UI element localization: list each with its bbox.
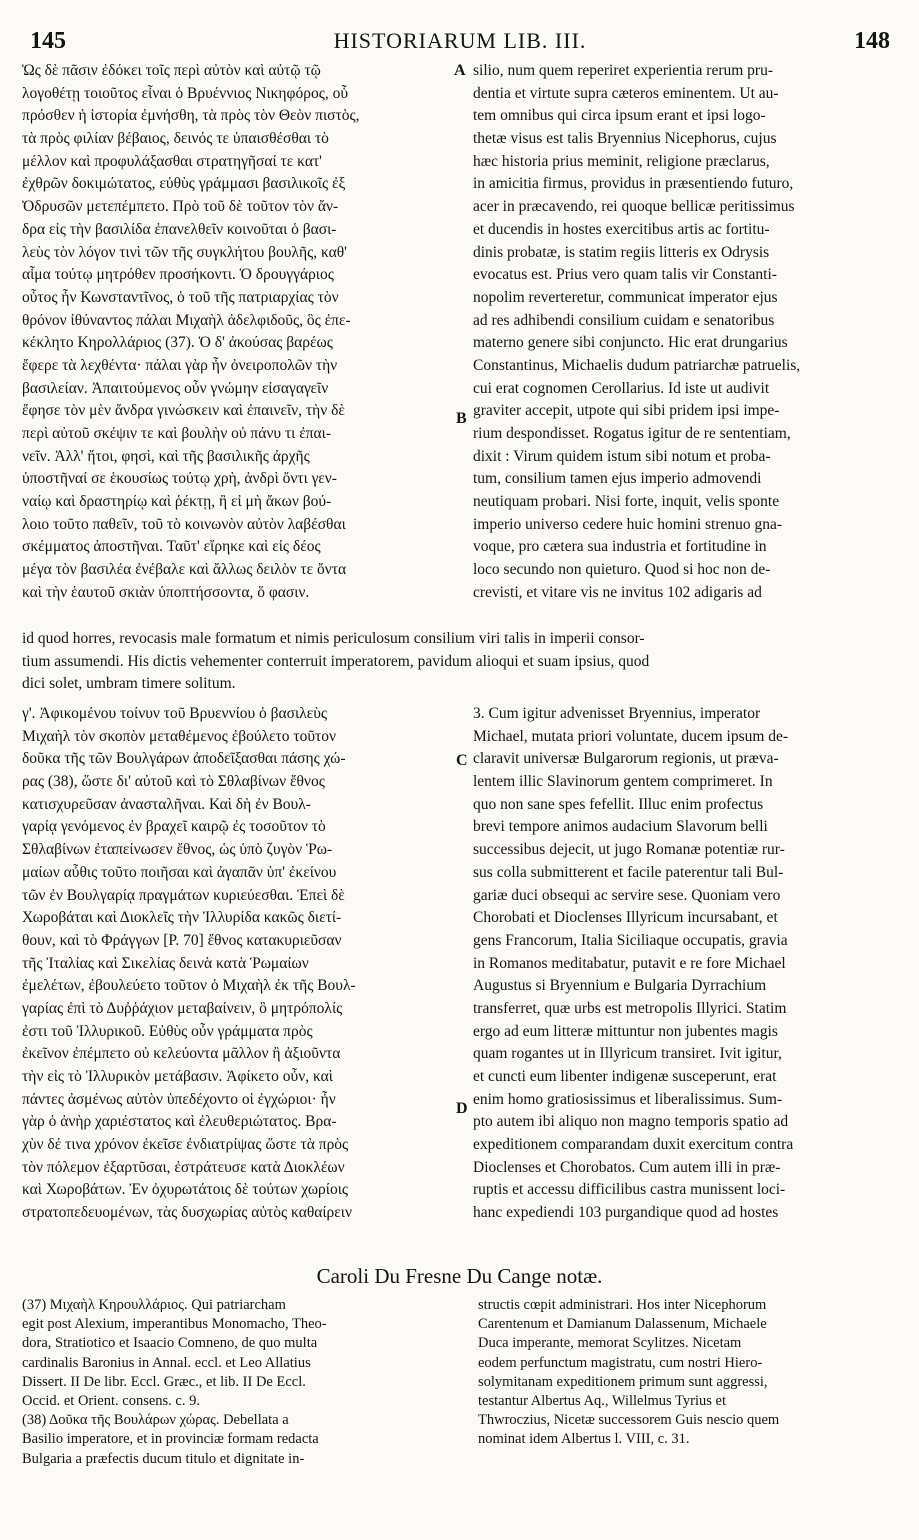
text-line: silio, num quem reperiret experientia rerum pru- (473, 62, 773, 79)
text-line: dentia et virtute supra cæteros eminentem. Ut au- (473, 84, 779, 102)
text-line: Dissert. II De libr. Eccl. Græc., et lib. II De Eccl. (22, 1373, 306, 1390)
text-line: γαρίᾳ γενόμενος ἐν βραχεῖ καιρῷ ἐς τοσοῦτον τὸ (22, 818, 326, 836)
text-line: imperio universo cedere huic homini strenuo gna- (473, 515, 783, 533)
text-line: ἐκεῖνον ἐπέμπετο οὐ κελεύοντα μᾶλλον ἢ ἀξιοῦντα (22, 1045, 341, 1063)
notes-left-column (22, 1296, 452, 1469)
text-line: Bulgaria a præfectis ducum titulo et dignitate in- (22, 1450, 305, 1467)
text-line: sus colla submitterent et facile paterentur tali Bul- (473, 863, 784, 881)
text-line: gariæ duci obsequi ac servire sese. Quoniam vero (473, 886, 781, 904)
margin-marker-a: A (454, 62, 466, 79)
text-line: ἐχθρῶν δοκιμώτατος, εὐθὺς γράμμασι βασιλικοῖς ἐξ (22, 175, 346, 193)
text-line: 3. Cum igitur advenisset Bryennius, imperator (473, 705, 761, 722)
notes-right-column (478, 1296, 888, 1450)
text-line: τὴν εἰς τὸ Ἰλλυρικὸν μετάβασιν. Ἀφίκετο οὖν, καὶ (22, 1068, 333, 1085)
margin-marker-c: C (456, 752, 468, 769)
text-line: ad res adhibendi consilium cuidam e senatoribus (473, 311, 775, 329)
text-line: οὗτος ἦν Κωνσταντῖνος, ὁ τοῦ τῆς πατριαρχίας τὸν (22, 288, 339, 306)
text-line: in Romanos meditabatur, putavit e re fore Michael (473, 954, 786, 972)
text-line: egit post Alexium, imperantibus Monomacho, Theo- (22, 1316, 327, 1333)
text-line: lentem illic Slavinorum gentem comprimeret. In (473, 773, 773, 791)
text-line: id quod horres, revocasis male formatum et nimis periculosum consilium viri talis in imperii consor- (22, 630, 645, 647)
text-line: in amicitia firmus, providus in præsentiendo futuro, (473, 175, 794, 193)
text-line: Augustus si Bryennium e Bulgaria Dyrrachium (473, 977, 767, 995)
text-line: γ'. Ἀφικομένου τοίνυν τοῦ Βρυεννίου ὁ βασιλεὺς (22, 705, 328, 722)
text-line: κέκλητο Κηρολλάριος (37). Ὁ δ' ἀκούσας βαρέως (22, 334, 333, 352)
text-line: (37) Μιχαὴλ Κηρουλλάριος. Qui patriarcham (22, 1297, 286, 1313)
running-header (30, 28, 890, 58)
text-line: graviter accepit, utpote qui sibi pridem ipsi impe- (473, 402, 780, 420)
text-line: et cuncti eum libenter indigenæ susceperunt, erat (473, 1068, 777, 1085)
text-line: nominat idem Albertus l. VIII, c. 31. (478, 1431, 690, 1448)
text-line: acer in præcavendo, rei quoque bellicæ peritissimus (473, 198, 795, 216)
text-line: Constantinus, Michaelis dudum patriarchæ patruelis, (473, 356, 801, 374)
text-line: γαρίας ἐπὶ τὸ Δυῤῥάχιον μεταβαίνειν, ὃ μητρόπολίς (22, 999, 343, 1017)
text-line: τῆς Ἰταλίας καὶ Σικελίας δεινὰ κατὰ Ῥωμαίων (22, 954, 309, 972)
text-line: nopolim reverteretur, communicat imperator ejus (473, 288, 778, 306)
text-line: Occid. et Orient. consens. c. 9. (22, 1392, 200, 1409)
text-line: ὑποστῆναί σε ἑκουσίως τούτῳ χρὴ, ἀνδρὶ ὄντι γεν- (22, 470, 337, 488)
page-number-left: 145 (30, 28, 66, 54)
text-line: ρας (38), ὥστε δι' αὐτοῦ καὶ τὸ Σθλαβίνων ἔθνος (22, 773, 325, 791)
text-line: ergo ad eum litteræ mittuntur non jubentes magis (473, 1022, 778, 1040)
margin-marker-d: D (456, 1100, 468, 1117)
text-line: solymitanam expeditionem primum sunt aggressi, (478, 1373, 768, 1390)
text-line: σκέμματος ἀποστῆναι. Ταῦτ' εἴρηκε καὶ εἰς δέος (22, 538, 321, 556)
text-line: thetæ visus est talis Bryennius Nicephorus, cujus (473, 130, 777, 148)
text-line: κατισχυρεῦσαν ἀνασταλῆναι. Καὶ δὴ ἐν Βουλ- (22, 795, 311, 813)
text-line: et ducendis in hostes exercitibus artis ac fortitu- (473, 220, 770, 238)
text-line: Thwroczius, Nicetæ successorem Guis nescio quem (478, 1412, 780, 1429)
greek-column-section2 (22, 703, 452, 1225)
text-line: Ὀδρυσῶν μετεπέμπετο. Πρὸ τοῦ δὲ τοῦτον τὸν ἄν- (22, 198, 339, 216)
text-line: gens Francorum, Italia Siciliaque occupatis, gravia (473, 931, 788, 949)
text-line: hæc historia prius meminit, religione præclarus, (473, 152, 770, 170)
text-line: hanc expediendi 103 purgandique quod ad hostes (473, 1204, 779, 1222)
text-line: λογοθέτῃ τοιοῦτος εἶναι ὁ Βρυέννιος Νικηφόρος, οὗ (22, 84, 349, 102)
text-line: γὰρ ὁ ἀνὴρ χαριέστατος καὶ ἐλευθεριώτατος. Βρα- (22, 1113, 337, 1131)
text-line: Μιχαὴλ τὸν σκοπὸν μεταθέμενος ἐβούλετο τοῦτον (22, 727, 337, 745)
latin-column-section2 (473, 703, 887, 1225)
text-line: quo non sane spes fefellit. Illuc enim profectus (473, 795, 764, 813)
text-line: καὶ τὴν ἑαυτοῦ σκιὰν ὑποπτήσσοντα, ὅ φασιν. (22, 583, 310, 601)
text-line: τὰ πρὸς φιλίαν βέβαιος, δεινός τε ὑπαισθέσθαι τὸ (22, 130, 329, 148)
text-line: ἐμελέτων, ἐβουλεύετο τοῦτον ὁ Μιχαὴλ ἐκ τῆς Βουλ- (22, 977, 356, 995)
text-line: μέλλον καὶ προφυλάξασθαι στρατηγῆσαί τε κατ' (22, 152, 322, 170)
text-line: καὶ Χωροβάτων. Ἐν ὀχυρωτάτοις δὲ τούτων χωρίοις (22, 1181, 349, 1199)
text-line: λεὺς τὸν λόγον τινὶ τῶν τῆς συγκλήτου βουλῆς, καθ' (22, 243, 347, 261)
text-line: πρόσθεν ἡ ἱστορία ἐμνήσθη, τὰ πρὸς τὸν Θεὸν πιστὸς, (22, 107, 360, 125)
text-line: ἐστι τοῦ Ἰλλυρικοῦ. Εὐθὺς οὖν γράμματα πρὸς (22, 1022, 313, 1040)
text-line: Basilio imperatore, et in provinciæ formam redacta (22, 1431, 319, 1448)
text-line: Χωροβάται καὶ Διοκλεῖς τὴν Ἰλλυρίδα κακῶς διετί- (22, 909, 342, 927)
text-line: τὸν πόλεμον ἐξαρτῦσαι, ἐστράτευσε κατὰ Διοκλέων (22, 1158, 345, 1176)
full-width-paragraph (22, 628, 888, 696)
running-title: HISTORIARUM LIB. III. (333, 28, 587, 53)
greek-column-section1 (22, 60, 452, 605)
page-number-right: 148 (854, 28, 890, 54)
text-line: λοιο τοῦτο παθεῖν, τοῦ τὸ κοινωνὸν αὐτὸν λαβέσθαι (22, 515, 346, 533)
text-line: ναίῳ καὶ δραστηρίῳ καὶ ῥέκτῃ, ἢ εἰ μὴ ἄκων βού- (22, 493, 332, 511)
text-line: δρα εἰς τὴν βασιλίδα ἐπανελθεῖν κοινοῦται ὁ βασι- (22, 220, 337, 238)
text-line: brevi tempore animos audacium Slavorum belli (473, 818, 768, 836)
text-line: tem omnibus qui circa ipsum erant et ipsi logo- (473, 107, 766, 125)
text-line: (38) Δοῦκα τῆς Βουλάρων χώρας. Debellata a (22, 1412, 289, 1429)
text-line: Ὡς δὲ πᾶσιν ἐδόκει τοῖς περὶ αὐτὸν καὶ αὐτῷ τῷ (22, 62, 321, 79)
text-line: dici solet, umbram timere solitum. (22, 675, 236, 693)
text-line: dixit : Virum quidem istum sibi notum et proba- (473, 447, 771, 465)
text-line: ruptis et accessu difficilibus castra munissent loci- (473, 1181, 786, 1199)
text-line: τῶν ἐν Βουλγαρίᾳ πραγμάτων κυριεύεσθαι. Ἐπεὶ δὲ (22, 886, 345, 904)
text-line: evocatus est. Prius vero quam talis vir Constanti- (473, 266, 777, 284)
text-line: μέγα τὸν βασιλέα ἐνέβαλε καὶ ἄλλως δειλὸν τε ὄντα (22, 561, 347, 579)
text-line: rium despondisset. Rogatus igitur de re sententiam, (473, 425, 791, 442)
text-line: θρόνον ἰθύναντος πάλαι Μιχαὴλ ἀδελφιδοῦς, ὃς ἐπε- (22, 311, 351, 329)
text-line: quam rogantes ut in Illyricum transiret. Ivit igitur, (473, 1045, 782, 1063)
latin-column-section1 (473, 60, 887, 605)
text-line: successibus dejecit, ut jugo Romanæ potentiæ rur- (473, 841, 785, 859)
text-line: eodem perfunctum magistratu, cum nostri Hiero- (478, 1354, 763, 1371)
text-line: ἔφησε τὸν μὲν ἄνδρα γινώσκειν καὶ ἐπαινεῖν, τὴν δὲ (22, 402, 345, 420)
text-line: dora, Stratiotico et Isaacio Comneno, de quo multa (22, 1335, 318, 1352)
text-line: structis cœpit administrari. Hos inter Nicephorum (478, 1297, 767, 1313)
text-line: δοῦκα τῆς τῶν Βουλγάρων ἀποδεῖξασθαι πάσης χώ- (22, 750, 346, 768)
text-line: Dioclenses et Chorobatos. Cum autem illi in præ- (473, 1158, 781, 1176)
text-line: materno genere sibi conjuncto. Hic erat drungarius (473, 334, 788, 352)
text-line: transferret, quæ urbs est metropolis Illyrici. Statim (473, 999, 787, 1017)
text-line: ἔφερε τὰ λεχθέντα· πάλαι γὰρ ἦν ὀνειροπολῶν τὴν (22, 356, 338, 374)
text-line: Σθλαβίνων ἐταπείνωσεν ἔθνος, ὡς ὑπὸ ζυγὸν Ῥω- (22, 841, 333, 859)
text-line: claravit universæ Bulgarorum regionis, ut præva- (473, 750, 779, 768)
text-line: testantur Albertus Aq., Willelmus Tyrius et (478, 1392, 726, 1409)
text-line: μαίων αὖθις τοῦτο ποιῆσαι καὶ ἀγαπᾶν ὑπ' ἐκείνου (22, 863, 337, 881)
text-line: voque, pro cætera sua industria et fortitudine in (473, 538, 767, 556)
text-line: tium assumendi. His dictis vehementer conterruit imperatorem, pavidum alioqui et suam ipsius, quod (22, 652, 650, 670)
text-line: enim homo gratiosissimus et liberalissimus. Sum- (473, 1090, 783, 1108)
text-line: Chorobati et Dioclenses Illyricum incursabant, et (473, 909, 778, 927)
text-line: pto autem ibi aliquo non magno temporis spatio ad (473, 1113, 789, 1131)
text-line: expeditionem comparandam duxit exercitum contra (473, 1136, 794, 1154)
text-line: θουν, καὶ τὸ Φράγγων [P. 70] ἔθνος κατακυριεῦσαν (22, 931, 342, 949)
text-line: αἷμα τούτῳ μητρόθεν προσήκοντι. Ὁ δρουγγάριος (22, 266, 334, 284)
margin-marker-b: B (456, 410, 467, 427)
text-line: cardinalis Baronius in Annal. eccl. et Leo Allatius (22, 1354, 311, 1371)
text-line: χὺν δέ τινα χρόνον ἐκεῖσε ἐνδιατρίψας ὥστε τὰ πρὸς (22, 1136, 349, 1154)
text-line: crevisti, et vitare vis ne invitus 102 adigaris ad (473, 583, 762, 601)
text-line: dinis probatæ, is statim regiis litteris ex Odrysis (473, 243, 770, 261)
text-line: cui erat cognomen Cerollarius. Id iste ut audivit (473, 379, 770, 397)
notes-title: Caroli Du Fresne Du Cange notæ. (316, 1264, 603, 1288)
text-line: νεῖν. Ἀλλ' ἤτοι, φησὶ, καὶ τῆς βασιλικῆς ἀρχῆς (22, 447, 310, 465)
text-line: Michael, mutata priori voluntate, ducem ipsum de- (473, 727, 789, 745)
text-line: βασιλείαν. Ἀπαιτούμενος οὖν γνώμην εἰσαγαγεῖν (22, 379, 329, 397)
text-line: περὶ αὐτοῦ σκέψιν τε καὶ βουλὴν οὐ πάνυ τι ἐπαι- (22, 425, 332, 442)
text-line: Carentenum et Damianum Dalassenum, Michaele (478, 1316, 767, 1333)
text-line: στρατοπεδευομένων, τὰς δυσχωρίας αὐτὸς καθαίρειν (22, 1204, 352, 1222)
text-line: Duca imperante, memorat Scylitzes. Nicetam (478, 1335, 742, 1352)
text-line: πάντες ἀσμένως αὐτὸν ὑπεδέχοντο οἱ ἐγχώριοι· ἦν (22, 1090, 336, 1108)
text-line: neutiquam probari. Nisi forte, inquit, velis sponte (473, 493, 780, 511)
text-line: loco secundo non quieturo. Quod si hoc non de- (473, 561, 771, 579)
text-line: tum, consilium tamen ejus imperio admovendi (473, 470, 762, 488)
